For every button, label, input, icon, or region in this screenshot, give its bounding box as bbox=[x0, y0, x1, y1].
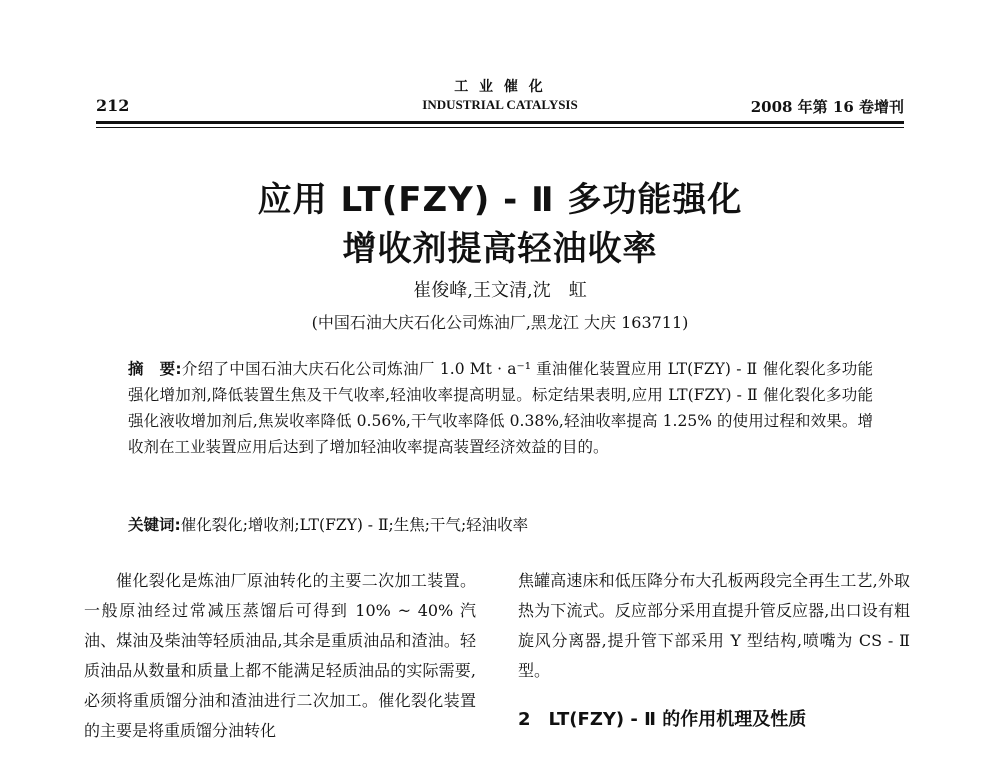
body-left-column: 催化裂化是炼油厂原油转化的主要二次加工装置。一般原油经过常减压蒸馏后可得到 10% ~ 40% 汽油、煤油及柴油等轻质油品,其余是重质油品和渣油。轻质油品从数量和质量上都不能满足轻质油品的实际需要,必须将重质馏分油和渣油进行二次加工。催化裂化装置的主要是将重质馏分油转化 bbox=[84, 571, 476, 740]
header-rule-thin bbox=[96, 127, 904, 128]
page-number: 212 bbox=[96, 96, 130, 115]
journal-title-cn: 工 业 催 化 bbox=[454, 79, 546, 95]
journal-title-en: INDUSTRIAL CATALYSIS bbox=[422, 97, 578, 112]
abstract bbox=[128, 356, 873, 460]
section-heading: 2 LT(FZY) - Ⅱ 的作用机理及性质 bbox=[518, 709, 807, 730]
abstract-text: 介绍了中国石油大庆石化公司炼油厂 1.0 Mt · a⁻¹ 重油催化装置应用 LT(FZY) - Ⅱ 催化裂化多功能强化增加剂,降低装置生焦及干气收率,轻油收率提高明显。标定结果表明,应用 LT(FZY) - Ⅱ 催化裂化多功能强化液收增加剂后,焦炭收率降低 0.56%,干气收率降低 0.38%,轻油收率提高 1.25% 的使用过程和效果。增收剂在工业装置应用后达到了增加轻油收率提高装置经济效益的目的。 bbox=[128, 360, 874, 456]
issue-info: 2008 年第 16 卷增刊 bbox=[750, 98, 904, 116]
article-title-line2: 增收剂提高轻油收率 bbox=[342, 229, 658, 269]
body-right-column: 焦罐高速床和低压降分布大孔板两段完全再生工艺,外取热为下流式。反应部分采用直提升管反应器,出口设有粗旋风分离器,提升管下部采用 Y 型结构,喷嘴为 CS - Ⅱ 型。 bbox=[518, 571, 910, 680]
article-title-line1: 应用 LT(FZY) - Ⅱ 多功能强化 bbox=[257, 180, 743, 220]
keywords-text: 催化裂化;增收剂;LT(FZY) - Ⅱ;生焦;干气;轻油收率 bbox=[180, 516, 529, 534]
keywords bbox=[128, 512, 873, 538]
abstract-label: 摘 要: bbox=[128, 360, 182, 378]
affiliation: (中国石油大庆石化公司炼油厂,黑龙江 大庆 163711) bbox=[311, 313, 689, 332]
header-rule-thick bbox=[96, 121, 904, 124]
keywords-label: 关键词: bbox=[128, 516, 181, 534]
authors: 崔俊峰,王文清,沈 虹 bbox=[413, 280, 587, 301]
